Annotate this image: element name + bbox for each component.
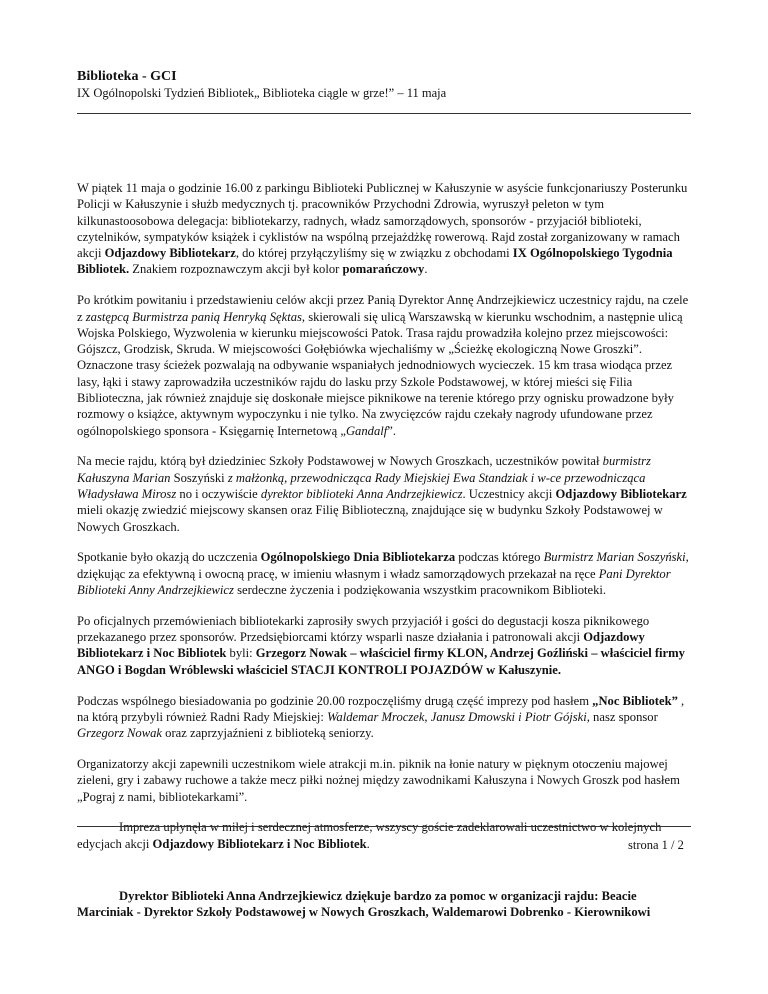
p4-italic-f: Pani Dyrektor Biblioteki Anny Andrzejkiewicz <box>77 566 671 598</box>
p4-italic-d: Burmistrz Marian Soszyński <box>543 550 686 565</box>
p1-bold-d: IX Ogólnopolskiego Tygodnia Bibliotek. <box>77 246 673 277</box>
p1-bold-f: pomarańczowy <box>342 262 425 277</box>
article-title: IX Ogólnopolski Tydzień Bibliotek„ Biblioteka ciągle w grze!” – 11 maja <box>77 86 447 100</box>
p4-text-a: Spotkanie było okazją do uczczenia <box>77 550 261 565</box>
page-number: strona 1 / 2 <box>628 838 684 852</box>
p9-bold-a: Dyrektor Biblioteki Anna Andrzejkiewicz dziękuje bardzo za pomoc w organizacji rajdu: Beacie Marciniak - Dyrektor Szkoły Podstawowej w Nowych Groszkach, Waldemarowi Dobrenko - Kierownikowi <box>77 888 651 920</box>
p3-italic-f: dyrektor biblioteki Anna Andrzejkiewicz <box>260 487 463 502</box>
p2-italic-b: zastępcą Burmistrza panią Henryką Sęktas <box>85 309 302 324</box>
article-body <box>77 180 691 935</box>
p3-italic-d: z małżonką, przewodnicząca Rady Miejskiej Ewa Standziak i w-ce przewodnicząca Władysława Mirosz <box>77 470 646 502</box>
p2-text-c: , skierowali się ulicą Warszawską w kierunku wschodnim, a następnie ulicą Wojska Polskiego, Wyzwolenia w kierunku miejscowości Patok. Trasa rajdu prowadziła kolejno przez miejscowości: Gójszcz, Grodzisk, Skruda. W miejscowości Gołębiówka wjechaliśmy w „Ścieżkę ekologiczną Nowe Groszki”. Oznaczone trasy ścieżek pozwalają na odbywanie wspaniałych jednodniowych wycieczek. 15 km trasa wiodąca przez lasy, łąki i stawy zaprowadziła uczestników rajdu do lasku przy Szkole Podstawowej, w której mieści się Filia Biblioteczna, jak również znajduje się doskonałe miejsce piknikowe na terenie którego przy ognisku prowadzone były rozmowy o książce, aktywnym wypoczynku i nie tylko. Na zwycięzców rajdu czekały nagrody ufundowane przez ogólnopolskiego sponsora - Księgarnię Internetową „ <box>77 309 683 438</box>
p5-text-c: byli: <box>226 646 256 661</box>
p1-text-g: . <box>424 262 428 277</box>
paragraph-8 <box>77 819 691 852</box>
p4-text-g: serdeczne życzenia i podziękowania wszystkim pracownikom Biblioteki. <box>233 583 607 598</box>
p8-bold-b: Odjazdowy Bibliotekarz i Noc Bibliotek <box>152 836 367 851</box>
page-header <box>77 68 697 101</box>
paragraph-7 <box>77 756 691 805</box>
p1-text-c: , do której przyłączyliśmy się w związku z obchodami <box>235 246 513 261</box>
p1-bold-b: Odjazdowy Bibliotekarz <box>104 246 236 261</box>
p8-text-a: Impreza upłynęła w miłej i serdecznej atmosferze, wszyscy goście zadeklarowali uczestnictwo w kolejnych edycjach akcji <box>77 820 662 851</box>
p3-text-a: Na mecie rajdu, którą był dziedziniec Szkoły Podstawowej w Nowych Groszkach, uczestników powitał <box>77 454 603 469</box>
p6-italic-d: Waldemar Mroczek, Janusz Dmowski i Piotr Gójski, <box>327 709 590 724</box>
p5-bold-b: Odjazdowy Bibliotekarz i Noc Bibliotek <box>77 630 645 661</box>
p3-bold-h: Odjazdowy Bibliotekarz <box>555 487 687 502</box>
footer-divider <box>77 826 691 827</box>
paragraph-1 <box>77 180 691 278</box>
paragraph-5 <box>77 613 691 678</box>
p8-text-c: . <box>366 836 370 851</box>
p4-text-e: , dziękując za efektywną i owocną pracę, w imieniu własnym i władz samorządowych przekazał na ręce <box>77 550 689 581</box>
p1-text-e: Znakiem rozpoznawczym akcji był kolor <box>129 262 343 277</box>
p6-italic-f: Grzegorz Nowak <box>77 726 163 741</box>
paragraph-2 <box>77 292 691 439</box>
p7-text-a: Organizatorzy akcji zapewnili uczestnikom wiele atrakcji m.in. piknik na łonie natury w pięknym otoczeniu majowej zieleni, gry i zabawy ruchowe a także mecz piłki nożnej między zawodnikami Kałuszyna i Nowych Groszk pod hasłem „Pograj z nami, bibliotekarkami”. <box>77 756 680 804</box>
paragraph-4 <box>77 549 691 598</box>
p2-text-e: ”. <box>387 423 396 438</box>
site-title: Biblioteka - GCI <box>77 69 177 84</box>
p1-text-a: W piątek 11 maja o godzinie 16.00 z parkingu Biblioteki Publicznej w Kałuszynie w asyście funkcjonariuszy Posterunku Policji w Kałuszynie i służb medycznych tj. pracowników Przychodni Zdrowia, wyruszył peleton w tym kilkunastoosobowa delegacja: bibliotekarzy, radnych, władz samorządowych, sponsorów - przyjaciół biblioteki, czytelników, sympatyków książek i cyklistów na wspólną przejażdżkę rowerową. Rajd został zorganizowany w ramach akcji <box>77 181 688 261</box>
p6-text-c: , na którą przybyli również Radni Rady Miejskiej: <box>77 693 685 724</box>
p6-bold-b: „Noc Bibliotek” <box>592 693 678 708</box>
p3-text-i: mieli okazję zwiedzić miejscowy skansen oraz Filię Biblioteczną, znajdujące się w budynku Szkoły Podstawowej w Nowych Groszkach. <box>77 503 663 534</box>
p2-text-a: Po krótkim powitaniu i przedstawieniu celów akcji przez Panią Dyrektor Annę Andrzejkiewicz uczestnicy rajdu, na czele z <box>77 293 689 324</box>
p3-text-e: no i oczywiście <box>176 487 261 502</box>
p6-text-e: nasz sponsor <box>589 709 658 724</box>
p4-bold-b: Ogólnopolskiego Dnia Bibliotekarza <box>260 550 456 565</box>
p2-italic-d: Gandalf <box>345 423 388 438</box>
p5-bold-d: Grzegorz Nowak – właściciel firmy KLON, Andrzej Goźliński – właściciel firmy ANGO i Bogdan Wróblewski właściciel STACJI KONTROLI POJAZDÓW w Kałuszynie. <box>77 646 685 677</box>
p4-text-c: podczas którego <box>455 550 544 565</box>
p3-italic-b: burmistrz Kałuszyna Marian <box>77 454 651 485</box>
paragraph-9 <box>77 888 691 921</box>
p3-text-c: Soszyński <box>170 470 228 485</box>
p6-text-a: Podczas wspólnego biesiadowania po godzinie 20.00 rozpoczęliśmy drugą część imprezy pod hasłem <box>77 693 593 708</box>
header-divider <box>77 113 691 114</box>
p6-text-g: oraz zaprzyjaźnieni z biblioteką seniorzy. <box>162 726 374 741</box>
p3-text-g: . Uczestnicy akcji <box>462 487 556 502</box>
paragraph-3 <box>77 453 691 534</box>
paragraph-6 <box>77 693 691 742</box>
p5-text-a: Po oficjalnych przemówieniach bibliotekarki zaprosiły swych przyjaciół i gości do degustacji kosza piknikowego przekazanego przez sponsorów. Przedsiębiorcami którzy wsparli nasze działania i patronowali akcji <box>77 613 650 645</box>
